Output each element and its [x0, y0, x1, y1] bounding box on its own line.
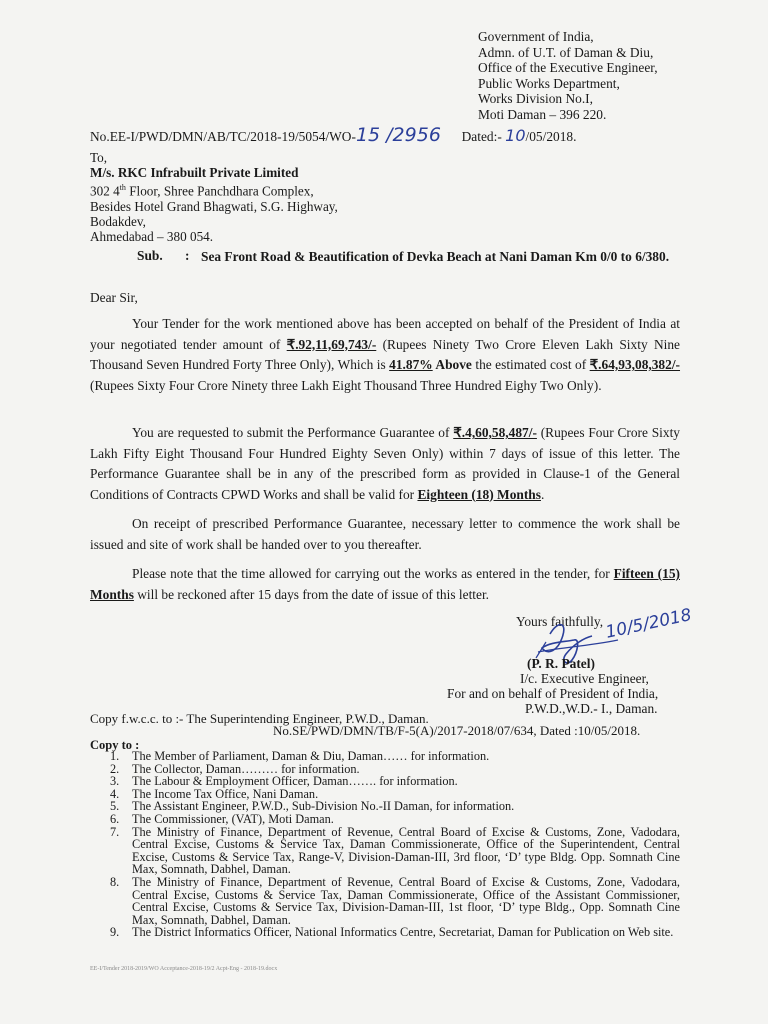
list-item: 3. The Labour & Employment Officer, Daman……. for information. — [110, 774, 458, 789]
addressee-name: M/s. RKC Infrabuilt Private Limited — [90, 165, 299, 181]
header-line: Government of India, — [478, 29, 594, 44]
list-item: 1. The Member of Parliament, Daman & Diu, Daman…… for information. — [110, 749, 490, 763]
copy-to-label: Copy to : — [90, 738, 140, 752]
closing: Yours faithfully, — [516, 614, 604, 629]
signatory-name: (P. R. Patel) — [527, 656, 595, 671]
estimated-cost: ₹.64,93,08,382/- — [589, 357, 681, 372]
handwritten-sign-date: 10/5/2018 — [603, 605, 694, 643]
list-item: 8. The Ministry of Finance, Department of Revenue, Central Board of Excise & Customs, Zone, Vadodara, Central Excise, Customs & Service Tax, Daman Commissionerate, Office of the Assistant Commissioner, Central Excise, Customs & Service Tax, Division-Daman-III, 1st floor, ‘D’ type Bldg., Opp. Somnath Cine Max, Somnath, Dabhel, Daman. — [110, 874, 680, 927]
header-line: Public Works Department, — [478, 75, 620, 91]
subject-colon: : — [185, 248, 190, 263]
list-item: 5. The Assistant Engineer, P.W.D., Sub-Division No.-II Daman, for information. — [110, 799, 515, 814]
copy-fwcc-line: Copy f.w.c.c. to :- The Superintending Engineer, P.W.D., Daman. — [90, 711, 429, 726]
header-line: Office of the Executive Engineer, — [478, 60, 658, 76]
signatory-designation: I/c. Executive Engineer, — [520, 671, 649, 686]
copy-fwcc-reference: No.SE/PWD/DMN/TB/F-5(A)/2017-2018/07/634, Dated :10/05/2018. — [273, 723, 641, 738]
addressee-block — [90, 150, 338, 245]
date-rest: /05/2018. — [525, 129, 577, 144]
subject-label: Sub. — [137, 248, 163, 263]
percent-above: 41.87% — [389, 357, 433, 372]
paragraph-time-allowed: Please note that the time allowed for carrying out the works as entered in the tender, for Fifteen (15) Months will be reckoned after 15 days from the date of issue of this letter. — [90, 566, 680, 602]
header-line: Moti Daman – 396 220. — [478, 106, 607, 122]
handwritten-day: 10 — [505, 126, 526, 145]
reference-number: No.EE-I/PWD/DMN/AB/TC/2018-19/5054/WO- — [90, 129, 356, 144]
list-item: 7. The Ministry of Finance, Department of Revenue, Central Board of Excise & Customs, Zone, Vadodara, Central Excise, Customs & Service Tax, Daman Commissionerate, Office of the Superintendent, Central Excise, Customs & Service Tax, Range-V, Division-Daman-III, 3rd floor, ‘D’ type Bldg. Opp. Somnath Cine Max, Somnath, Dabhel, Daman. — [110, 824, 680, 877]
negotiated-amount: ₹.92,11,69,743/- — [286, 336, 377, 352]
address-line: Ahmedabad – 380 054. — [90, 229, 214, 245]
paragraph-performance-guarantee: You are requested to submit the Performance Guarantee of ₹.4,60,58,487/- (Rupees Four Crore Sixty Lakh Fifty Eight Thousand Four Hundred Eighty Seven Only) within 7 days of issue of this letter. The Performance Guarantee shall be in any of the prescribed form as provided in Clause-1 of the General Conditions of Contracts CPWD Works and shall be valid for Eighteen (18) Months. — [90, 425, 680, 502]
list-item: 2. The Collector, Daman……… for information. — [110, 761, 360, 776]
address-line: 302 4th Floor, Shree Panchdhara Complex, — [90, 183, 314, 199]
header-line: Works Division No.I, — [478, 91, 593, 107]
salutation: Dear Sir, — [90, 290, 138, 305]
to-label: To, — [90, 150, 108, 165]
guarantee-amount: ₹.4,60,58,487/- — [453, 425, 537, 440]
reference-line — [90, 124, 576, 146]
address-line: Besides Hotel Grand Bhagwati, S.G. Highway, — [90, 199, 338, 214]
header-line: Admn. of U.T. of Daman & Diu, — [478, 44, 654, 60]
handwritten-ref-number: 15 /2956 — [355, 124, 441, 146]
list-item: 6. The Commissioner, (VAT), Moti Daman. — [110, 811, 334, 826]
validity-period: Eighteen (18) Months — [417, 486, 541, 502]
list-item: 4. The Income Tax Office, Nani Daman. — [110, 786, 319, 801]
paragraph-commencement: On receipt of prescribed Performance Guarantee, necessary letter to commence the work shall be issued and site of work shall be handed over to you thereafter. — [90, 516, 680, 552]
office-header — [478, 29, 658, 123]
dated-label: Dated:- — [461, 129, 502, 144]
copy-to-list — [110, 750, 680, 939]
footer-file-path: EE-I/Tender 2018-2019/WO Acceptance-2018-19/2 Acpt-Eng - 2018-19.docx — [90, 966, 278, 972]
signatory-behalf: For and on behalf of President of India, — [447, 686, 659, 701]
signatory-division: P.W.D.,W.D.- I., Daman. — [525, 701, 658, 716]
subject-text: Sea Front Road & Beautification of Devka Beach at Nani Daman Km 0/0 to 6/380. — [201, 249, 670, 264]
address-line: Bodakdev, — [90, 214, 146, 230]
list-item: 9. The District Informatics Officer, National Informatics Centre, Secretariat, Daman for Publication on Web site. — [110, 925, 674, 940]
paragraph-acceptance: Your Tender for the work mentioned above has been accepted on behalf of the President of India at your negotiated tender amount of ₹.92,11,69,743/- (Rupees Ninety Two Crore Eleven Lakh Sixty Nine Thousand Seven Hundred Forty Three Only), Which is 41.87% Above the estimated cost of ₹.64,93,08,382/- (Rupees Sixty Four Crore Ninety three Lakh Eight Thousand Three Hundred Eighy Two Only). — [90, 316, 681, 393]
completion-period: Fifteen (15) Months — [90, 566, 680, 602]
